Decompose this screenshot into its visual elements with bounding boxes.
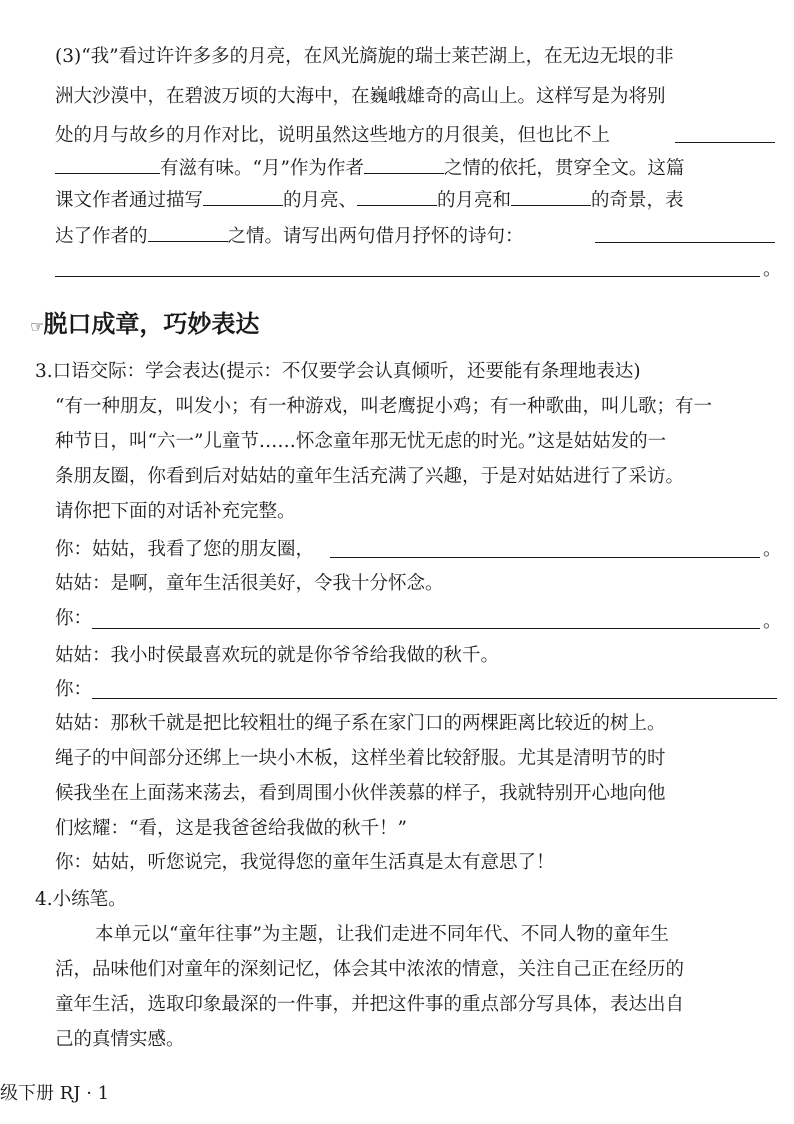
- dialogue-line: 姑姑：我小时侯最喜欢玩的就是你爷爷给我做的秋千。: [55, 645, 500, 666]
- text-segment: 之情的依托，贯穿全文。这篇: [443, 158, 685, 179]
- paragraph-line: 条朋友圈，你看到后对姑姑的童年生活充满了兴趣，于是对姑姑进行了采访。: [55, 466, 685, 487]
- text-segment: 的月亮、: [283, 190, 358, 211]
- answer-blank[interactable]: [148, 223, 228, 242]
- answer-blank[interactable]: [55, 155, 160, 174]
- section-heading: [30, 308, 259, 343]
- answer-blank[interactable]: [675, 142, 775, 143]
- paragraph-line: [55, 187, 684, 213]
- dialogue-line: 你：姑姑，我看了您的朋友圈，: [55, 539, 315, 560]
- period-mark: 。: [763, 611, 782, 632]
- text-segment: 课文作者通过描写: [55, 190, 204, 211]
- dialogue-line: 姑姑：是啊，童年生活很美好，令我十分怀念。: [55, 573, 444, 594]
- answer-line[interactable]: [55, 276, 760, 277]
- answer-blank[interactable]: [357, 187, 437, 206]
- text-segment: 有滋有味。“月”作为作者: [160, 158, 364, 179]
- paragraph-line: 洲大沙漠中，在碧波万顷的大海中，在巍峨雄奇的高山上。这样写是为将别: [55, 86, 666, 107]
- pointing-hand-icon: ☞: [30, 317, 44, 336]
- period-mark: 。: [763, 259, 782, 280]
- dialogue-line: 候我坐在上面荡来荡去，看到周围小伙伴羡慕的样子，我就特别开心地向他: [55, 783, 666, 804]
- paragraph-line: 童年生活，选取印象最深的一件事，并把这件事的重点部分写具体，表达出自: [55, 994, 685, 1015]
- dialogue-line: 你：: [55, 608, 93, 629]
- dialogue-line: 你：: [55, 679, 93, 700]
- answer-line[interactable]: [92, 698, 777, 699]
- dialogue-line: 姑姑：那秋千就是把比较粗壮的绳子系在家门口的两棵距离比较近的树上。: [55, 713, 666, 734]
- paragraph-line: 种节日，叫“六一”儿童节……怀念童年那无忧无虑的时光。”这是姑姑发的一: [55, 431, 667, 452]
- paragraph-line: 处的月与故乡的月作对比，说明虽然这些地方的月很美，但也比不上: [55, 125, 611, 146]
- text-segment: 的月亮和: [437, 190, 512, 211]
- dialogue-line: 你：姑姑，听您说完，我觉得您的童年生活真是太有意思了！: [55, 852, 555, 873]
- answer-blank[interactable]: [511, 187, 591, 206]
- text-segment: 之情。请写出两句借月抒怀的诗句：: [227, 226, 524, 247]
- answer-blank[interactable]: [203, 187, 283, 206]
- paragraph-line: 己的真情实感。: [55, 1029, 185, 1050]
- answer-blank[interactable]: [595, 242, 775, 243]
- paragraph-line: “有一种朋友，叫发小；有一种游戏，叫老鹰捉小鸡；有一种歌曲，叫儿歌；有一: [55, 396, 712, 417]
- text-segment: 的奇景，表: [591, 190, 684, 211]
- paragraph-line: [55, 155, 684, 181]
- text-segment: 达了作者的: [55, 226, 148, 247]
- paragraph-line: 本单元以“童年往事”为主题，让我们走进不同年代、不同人物的童年生: [95, 924, 669, 945]
- section-title: 脱口成章，巧妙表达: [43, 310, 260, 338]
- paragraph-line: [55, 223, 524, 249]
- question-title: 3.口语交际：学会表达(提示：不仅要学会认真倾听，还要能有条理地表达): [35, 361, 641, 382]
- paragraph-line: (3)“我”看过许许多多的月亮，在风光旖旎的瑞士莱芒湖上，在无边无垠的非: [55, 46, 674, 67]
- paragraph-line: 请你把下面的对话补充完整。: [55, 501, 296, 522]
- period-mark: 。: [763, 539, 782, 560]
- dialogue-line: 们炫耀：“看，这是我爸爸给我做的秋千！”: [55, 818, 407, 839]
- question-title: 4.小练笔。: [35, 889, 127, 910]
- paragraph-line: 活，品味他们对童年的深刻记忆，体会其中浓浓的情意，关注自己正在经历的: [55, 959, 685, 980]
- answer-blank[interactable]: [364, 155, 444, 174]
- answer-line[interactable]: [92, 628, 760, 629]
- page-footer: 级下册 RJ · 1: [0, 1083, 110, 1104]
- answer-line[interactable]: [330, 557, 760, 558]
- dialogue-line: 绳子的中间部分还绑上一块小木板，这样坐着比较舒服。尤其是清明节的时: [55, 748, 666, 769]
